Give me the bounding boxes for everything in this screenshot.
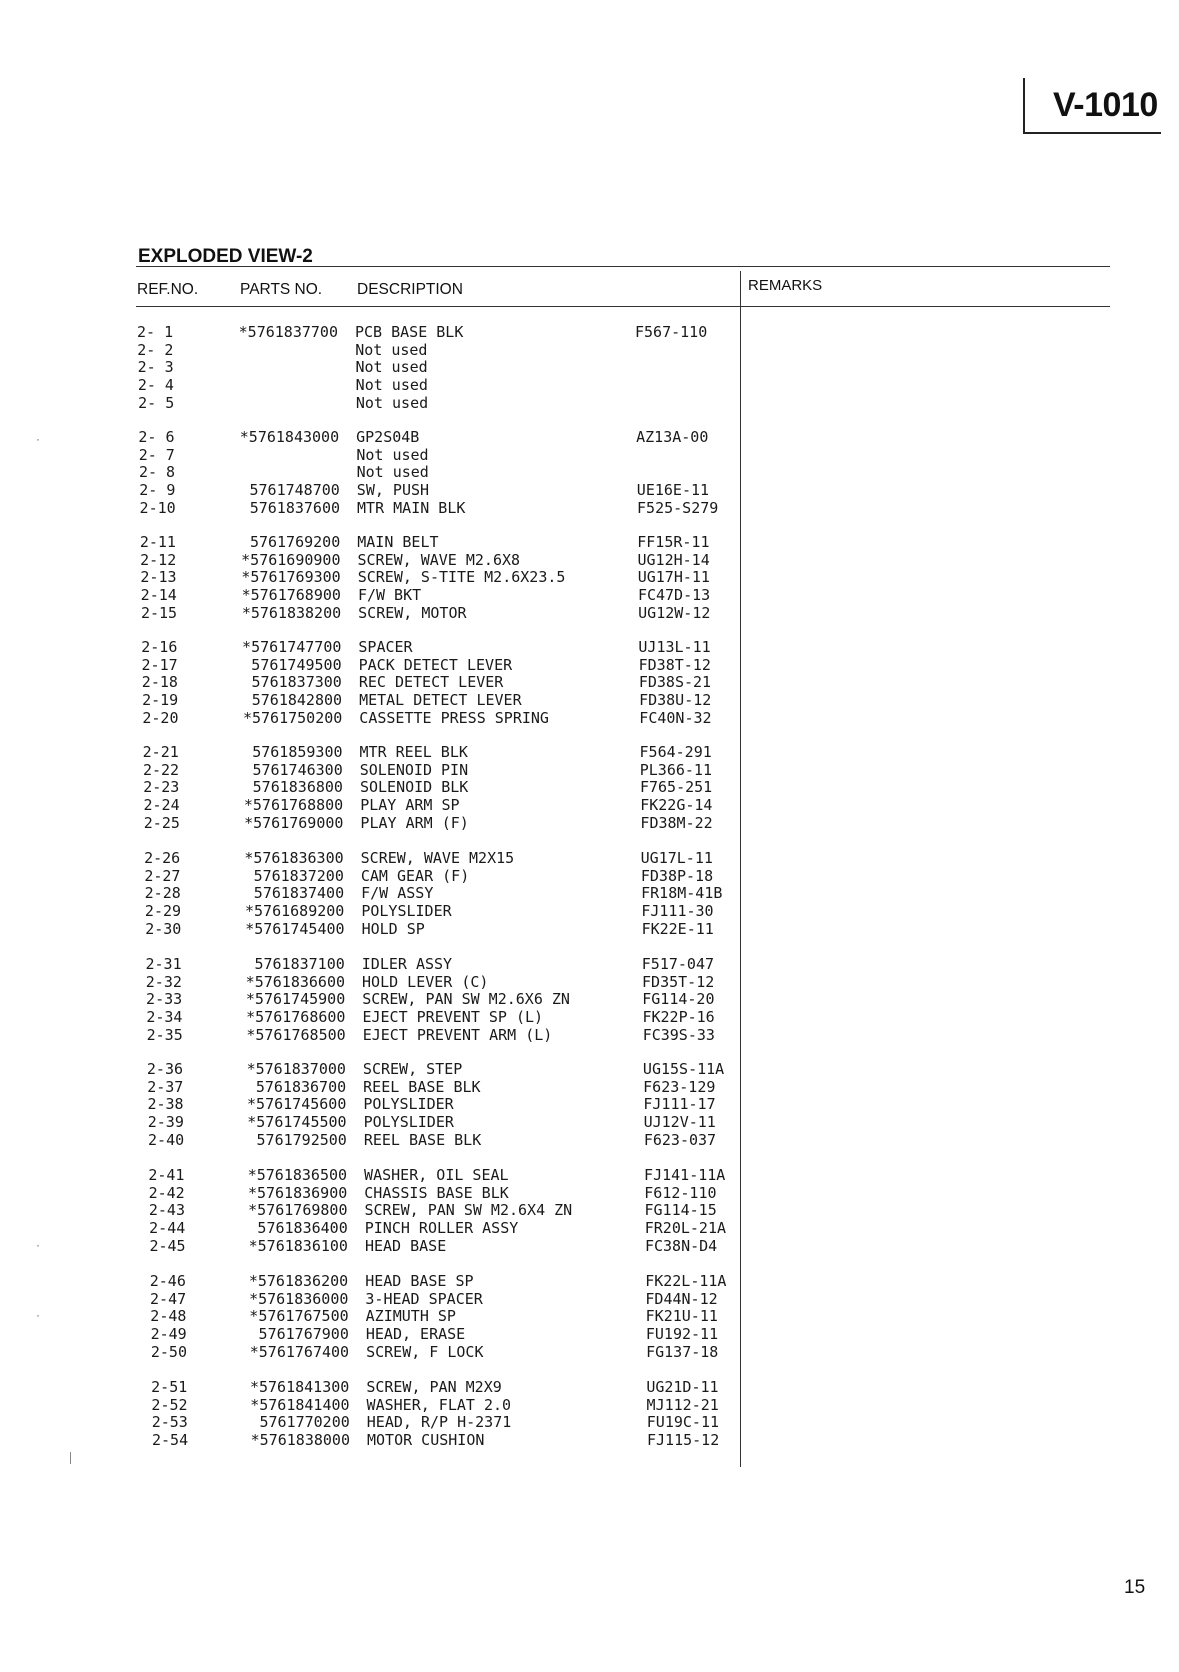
description-cell: AZIMUTH SP <box>365 1307 456 1326</box>
parts-no-cell: *5761767500 <box>249 1307 349 1326</box>
parts-no-cell: 5761837600 <box>249 498 341 517</box>
parts-no-cell: 5761767900 <box>258 1325 349 1344</box>
description-cell: REEL BASE BLK <box>363 1077 481 1096</box>
description-cell: MTR REEL BLK <box>359 743 468 761</box>
ref-no-cell: 2-12 <box>140 550 177 569</box>
code-cell: FG137-18 <box>646 1342 719 1361</box>
parts-row <box>0 814 740 832</box>
parts-no-cell: 5761746300 <box>252 760 343 779</box>
parts-row <box>0 778 740 796</box>
ref-no-cell: 2-48 <box>150 1307 187 1326</box>
parts-row <box>0 1325 740 1343</box>
code-cell: FC38N-D4 <box>644 1236 718 1255</box>
code-cell: UG12W-12 <box>638 603 711 622</box>
ref-no-cell: 2-33 <box>146 990 183 1009</box>
parts-row <box>0 691 740 709</box>
parts-no-cell: *5761838000 <box>250 1431 350 1450</box>
code-cell: F567-110 <box>635 323 708 341</box>
parts-row <box>0 341 740 359</box>
description-cell: PINCH ROLLER ASSY <box>364 1219 519 1238</box>
description-cell: PCB BASE BLK <box>355 323 464 341</box>
parts-row <box>0 867 740 885</box>
parts-row <box>0 1413 740 1431</box>
ref-no-cell: 2-32 <box>145 972 182 991</box>
parts-no-cell: *5761745400 <box>245 919 345 938</box>
description-cell: Not used <box>355 340 428 359</box>
ref-no-cell: 2-46 <box>149 1272 186 1290</box>
margin-mark <box>70 1452 71 1464</box>
code-cell: FD38U-12 <box>639 691 712 710</box>
description-cell: SCREW, PAN M2X9 <box>366 1378 502 1396</box>
parts-no-cell: 5761859300 <box>252 743 343 761</box>
description-cell: SCREW, PAN SW M2.6X6 ZN <box>362 990 570 1009</box>
parts-no-cell: *5761690900 <box>241 550 341 569</box>
parts-row <box>0 1008 740 1026</box>
code-cell: FD38T-12 <box>638 655 711 674</box>
parts-no-cell: 5761837200 <box>253 866 344 885</box>
code-cell: FJ115-12 <box>647 1431 720 1450</box>
parts-no-cell: 5761748700 <box>249 481 340 500</box>
code-cell: UG21D-11 <box>646 1378 719 1396</box>
ref-no-cell: 2-23 <box>143 778 180 797</box>
parts-row <box>0 1166 740 1184</box>
ref-no-cell: 2-14 <box>140 586 177 605</box>
parts-row <box>0 586 740 604</box>
parts-row <box>0 955 740 973</box>
parts-no-cell: *5761689200 <box>244 902 345 921</box>
ref-no-cell: 2-51 <box>151 1378 188 1396</box>
description-cell: CAM GEAR (F) <box>360 866 470 885</box>
code-cell: FG114-15 <box>644 1201 717 1220</box>
code-cell: UG17L-11 <box>640 849 713 867</box>
code-cell: FR18M-41B <box>641 884 723 903</box>
ref-no-cell: 2- 2 <box>137 340 174 359</box>
code-cell: FJ111-17 <box>643 1095 716 1114</box>
parts-row <box>0 1272 740 1290</box>
ref-no-cell: 2-10 <box>139 498 176 517</box>
code-cell: UE16E-11 <box>636 481 710 500</box>
code-cell: FD38P-18 <box>640 866 714 885</box>
code-cell: FF15R-11 <box>637 533 710 551</box>
parts-no-cell: *5761769300 <box>241 568 341 587</box>
description-cell: SCREW, PAN SW M2.6X4 ZN <box>364 1201 573 1220</box>
description-cell: PLAY ARM (F) <box>360 813 469 832</box>
description-cell: SCREW, WAVE M2X15 <box>360 849 515 867</box>
parts-no-cell: *5761836100 <box>248 1236 348 1255</box>
ref-no-cell: 2-18 <box>141 673 178 692</box>
ref-no-cell: 2-53 <box>151 1413 188 1432</box>
ref-no-cell: 2-52 <box>151 1395 188 1414</box>
ref-no-cell: 2-35 <box>146 1025 183 1044</box>
description-cell: Not used <box>356 445 429 464</box>
parts-no-cell: *5761750200 <box>242 708 343 727</box>
parts-no-cell: *5761767400 <box>249 1342 350 1361</box>
parts-row <box>0 656 740 674</box>
ref-no-cell: 2-22 <box>142 760 180 779</box>
parts-row <box>0 1113 740 1131</box>
parts-no-cell: 5761836700 <box>255 1077 347 1096</box>
description-cell: HEAD, R/P H-2371 <box>366 1413 512 1432</box>
description-cell: HEAD, ERASE <box>365 1325 466 1344</box>
col-header-parts-no: PARTS NO. <box>240 281 323 298</box>
description-cell: SCREW, F LOCK <box>366 1342 484 1361</box>
description-cell: HEAD BASE SP <box>365 1272 474 1290</box>
description-cell: CASSETTE PRESS SPRING <box>359 708 549 727</box>
code-cell: FK22L-11A <box>645 1272 727 1290</box>
parts-no-cell: *5761837000 <box>246 1060 346 1078</box>
description-cell: SOLENOID PIN <box>359 760 469 779</box>
code-cell: UG12H-14 <box>637 550 710 569</box>
description-cell: POLYSLIDER <box>363 1095 454 1114</box>
ref-no-cell: 2-30 <box>145 919 182 938</box>
parts-row <box>0 1184 740 1202</box>
parts-row <box>0 1026 740 1044</box>
description-cell: HOLD LEVER (C) <box>362 972 489 991</box>
code-cell: F623-037 <box>643 1130 717 1149</box>
parts-row <box>0 1343 740 1361</box>
ref-no-cell: 2-16 <box>141 638 178 656</box>
code-cell: F517-047 <box>641 955 715 973</box>
margin-tick: · <box>36 1308 40 1322</box>
description-cell: MTR MAIN BLK <box>357 498 466 517</box>
code-cell: FK22E-11 <box>641 919 714 938</box>
code-cell: FJ141-11A <box>644 1166 726 1184</box>
parts-no-cell: 5761792500 <box>256 1130 347 1149</box>
col-header-remarks: REMARKS <box>748 277 823 294</box>
parts-row <box>0 1378 740 1396</box>
parts-no-cell: 5761837400 <box>253 884 345 903</box>
code-cell: UJ12V-11 <box>643 1113 716 1132</box>
parts-row <box>0 1131 740 1149</box>
parts-no-cell: *5761769000 <box>244 813 344 832</box>
code-cell: F612-110 <box>644 1183 717 1202</box>
description-cell: GP2S04B <box>356 428 420 446</box>
parts-row <box>0 638 740 656</box>
ref-no-cell: 2-43 <box>148 1201 185 1220</box>
parts-no-cell: 5761749500 <box>251 655 342 674</box>
description-cell: SCREW, S-TITE M2.6X23.5 <box>357 568 566 587</box>
description-cell: 3-HEAD SPACER <box>365 1289 483 1308</box>
parts-no-cell: 5761837300 <box>251 673 342 692</box>
parts-no-cell: *5761841300 <box>249 1378 350 1396</box>
parts-row <box>0 796 740 814</box>
parts-row <box>0 902 740 920</box>
parts-no-cell: *5761843000 <box>239 428 340 446</box>
parts-no-cell: *5761836600 <box>245 972 346 991</box>
ref-no-cell: 2-31 <box>145 955 182 973</box>
parts-row <box>0 1219 740 1237</box>
parts-no-cell: *5761836200 <box>248 1272 349 1290</box>
code-cell: FU192-11 <box>645 1325 719 1344</box>
code-cell: FG114-20 <box>642 990 715 1009</box>
description-cell: POLYSLIDER <box>361 902 452 921</box>
ref-no-cell: 2-44 <box>149 1219 186 1238</box>
parts-row <box>0 358 740 376</box>
parts-row <box>0 849 740 867</box>
ref-no-cell: 2-36 <box>146 1060 184 1078</box>
description-cell: SPACER <box>358 638 413 656</box>
ref-no-cell: 2- 9 <box>139 481 176 500</box>
parts-no-cell: *5761838200 <box>241 603 342 622</box>
parts-row <box>0 551 740 569</box>
parts-no-cell: *5761837700 <box>238 323 338 341</box>
ref-no-cell: 2- 1 <box>137 323 174 341</box>
margin-tick: · <box>36 432 40 446</box>
section-title: EXPLODED VIEW-2 <box>138 246 313 267</box>
code-cell: F525-S279 <box>637 498 719 517</box>
description-cell: F/W ASSY <box>361 884 434 903</box>
description-cell: METAL DETECT LEVER <box>359 691 522 710</box>
parts-row <box>0 990 740 1008</box>
code-cell: AZ13A-00 <box>636 428 709 446</box>
code-cell: FC39S-33 <box>642 1025 715 1044</box>
parts-row <box>0 376 740 394</box>
description-cell: Not used <box>355 393 429 412</box>
ref-no-cell: 2- 3 <box>137 358 174 377</box>
title-rule <box>136 266 1110 267</box>
code-cell: FR20L-21A <box>644 1219 727 1238</box>
code-cell: FK21U-11 <box>645 1307 718 1326</box>
code-cell: UJ13L-11 <box>638 638 711 656</box>
parts-row <box>0 1307 740 1325</box>
ref-no-cell: 2-21 <box>142 743 179 761</box>
description-cell: F/W BKT <box>357 586 422 605</box>
ref-no-cell: 2-42 <box>148 1183 185 1202</box>
parts-no-cell: *5761768900 <box>241 586 341 605</box>
code-cell: PL366-11 <box>639 760 712 779</box>
parts-no-cell: *5761768600 <box>246 1008 346 1027</box>
margin-tick: · <box>36 1238 40 1252</box>
model-title: V-1010 <box>1053 86 1158 124</box>
parts-row <box>0 446 740 464</box>
description-cell: EJECT PREVENT SP (L) <box>362 1008 544 1027</box>
description-cell: Not used <box>355 376 428 395</box>
ref-no-cell: 2-37 <box>147 1077 184 1096</box>
description-cell: IDLER ASSY <box>361 955 453 973</box>
header-rule <box>136 306 1110 307</box>
code-cell: FD44N-12 <box>645 1289 718 1308</box>
ref-no-cell: 2-54 <box>152 1431 189 1450</box>
ref-no-cell: 2-15 <box>140 603 178 622</box>
parts-no-cell: *5761745600 <box>247 1095 347 1114</box>
ref-no-cell: 2-25 <box>143 813 180 832</box>
parts-no-cell: *5761836900 <box>247 1183 348 1202</box>
description-cell: HEAD BASE <box>364 1236 447 1255</box>
description-cell: REC DETECT LEVER <box>358 673 504 692</box>
col-header-ref-no: REF.NO. <box>137 281 199 298</box>
description-cell: Not used <box>356 463 429 482</box>
parts-row <box>0 884 740 902</box>
code-cell: FD38M-22 <box>640 813 713 832</box>
parts-row <box>0 1095 740 1113</box>
parts-no-cell: 5761837100 <box>254 955 345 973</box>
ref-no-cell: 2-19 <box>142 691 179 710</box>
remarks-divider <box>740 271 741 1467</box>
parts-row <box>0 1201 740 1219</box>
parts-row <box>0 1237 740 1255</box>
parts-no-cell: 5761842800 <box>251 691 343 710</box>
description-cell: WASHER, FLAT 2.0 <box>366 1395 512 1414</box>
parts-row <box>0 428 740 446</box>
parts-no-cell: *5761769800 <box>248 1201 348 1220</box>
page-number: 15 <box>1124 1577 1146 1598</box>
code-cell: FJ111-30 <box>641 902 714 921</box>
parts-row <box>0 481 740 499</box>
parts-row <box>0 1431 740 1449</box>
description-cell: CHASSIS BASE BLK <box>364 1183 509 1202</box>
ref-no-cell: 2-49 <box>150 1325 187 1344</box>
parts-no-cell: 5761770200 <box>259 1413 350 1432</box>
description-cell: PACK DETECT LEVER <box>358 655 513 674</box>
parts-no-cell: *5761768800 <box>243 796 344 815</box>
code-cell: F564-291 <box>639 743 712 761</box>
parts-row <box>0 568 740 586</box>
ref-no-cell: 2- 6 <box>138 428 175 446</box>
parts-row <box>0 1060 740 1078</box>
ref-no-cell: 2-41 <box>148 1166 185 1184</box>
description-cell: SCREW, WAVE M2.6X8 <box>357 550 521 569</box>
parts-row <box>0 323 740 341</box>
ref-no-cell: 2-50 <box>150 1342 187 1361</box>
ref-no-cell: 2-17 <box>141 655 178 674</box>
parts-row <box>0 499 740 517</box>
ref-no-cell: 2-45 <box>149 1236 186 1255</box>
parts-row <box>0 709 740 727</box>
ref-no-cell: 2- 4 <box>137 376 174 395</box>
ref-no-cell: 2-34 <box>146 1008 183 1027</box>
parts-row <box>0 761 740 779</box>
parts-no-cell: *5761836300 <box>244 849 344 867</box>
ref-no-cell: 2-26 <box>144 849 181 867</box>
parts-row <box>0 1078 740 1096</box>
code-cell: FC40N-32 <box>639 708 712 727</box>
col-header-description: DESCRIPTION <box>357 281 463 298</box>
code-cell: FK22P-16 <box>642 1008 715 1027</box>
code-cell: UG15S-11A <box>642 1060 725 1078</box>
code-cell: MJ112-21 <box>646 1395 719 1414</box>
description-cell: MAIN BELT <box>357 533 439 551</box>
description-cell: MOTOR CUSHION <box>367 1431 485 1450</box>
code-cell: FU19C-11 <box>646 1413 720 1432</box>
parts-row <box>0 463 740 481</box>
ref-no-cell: 2-29 <box>144 902 182 921</box>
parts-row <box>0 394 740 412</box>
description-cell: PLAY ARM SP <box>360 796 460 815</box>
description-cell: EJECT PREVENT ARM (L) <box>362 1025 553 1044</box>
parts-no-cell: 5761836400 <box>257 1219 348 1238</box>
parts-no-cell: *5761747700 <box>242 638 342 656</box>
parts-row <box>0 533 740 551</box>
ref-no-cell: 2- 5 <box>138 393 175 412</box>
ref-no-cell: 2-20 <box>142 708 179 727</box>
code-cell: F765-251 <box>639 778 713 797</box>
code-cell: FK22G-14 <box>640 796 713 815</box>
ref-no-cell: 2- 7 <box>138 445 175 464</box>
description-cell: WASHER, OIL SEAL <box>364 1166 509 1184</box>
description-cell: SCREW, MOTOR <box>358 603 467 622</box>
parts-no-cell: 5761769200 <box>249 533 341 551</box>
parts-no-cell: *5761745900 <box>245 990 346 1009</box>
parts-no-cell: *5761836500 <box>247 1166 348 1184</box>
ref-no-cell: 2-11 <box>139 533 176 551</box>
ref-no-cell: 2-27 <box>144 866 181 885</box>
parts-row <box>0 973 740 991</box>
ref-no-cell: 2-24 <box>143 796 180 815</box>
code-cell: FD38S-21 <box>638 673 712 692</box>
parts-no-cell: *5761836000 <box>249 1289 349 1308</box>
parts-row <box>0 1290 740 1308</box>
description-cell: POLYSLIDER <box>363 1113 454 1132</box>
parts-no-cell: *5761768500 <box>246 1025 346 1044</box>
parts-no-cell: 5761836800 <box>252 778 343 797</box>
parts-no-cell: *5761841400 <box>250 1395 350 1414</box>
parts-no-cell: *5761745500 <box>247 1113 347 1132</box>
code-cell: F623-129 <box>643 1077 716 1096</box>
code-cell: UG17H-11 <box>637 568 710 587</box>
description-cell: HOLD SP <box>361 919 425 938</box>
parts-row <box>0 920 740 938</box>
ref-no-cell: 2-28 <box>144 884 181 903</box>
parts-row <box>0 604 740 622</box>
ref-no-cell: 2-40 <box>148 1130 185 1149</box>
ref-no-cell: 2-13 <box>140 568 177 587</box>
code-cell: FD35T-12 <box>642 972 715 991</box>
parts-row <box>0 673 740 691</box>
description-cell: SCREW, STEP <box>362 1060 463 1078</box>
ref-no-cell: 2- 8 <box>138 463 176 482</box>
description-cell: SW, PUSH <box>356 481 430 500</box>
description-cell: Not used <box>355 358 428 377</box>
ref-no-cell: 2-47 <box>150 1289 187 1308</box>
description-cell: SOLENOID BLK <box>359 778 469 797</box>
description-cell: REEL BASE BLK <box>363 1130 482 1149</box>
code-cell: FC47D-13 <box>637 586 711 605</box>
parts-row <box>0 743 740 761</box>
ref-no-cell: 2-39 <box>147 1113 184 1132</box>
ref-no-cell: 2-38 <box>147 1095 184 1114</box>
parts-row <box>0 1396 740 1414</box>
